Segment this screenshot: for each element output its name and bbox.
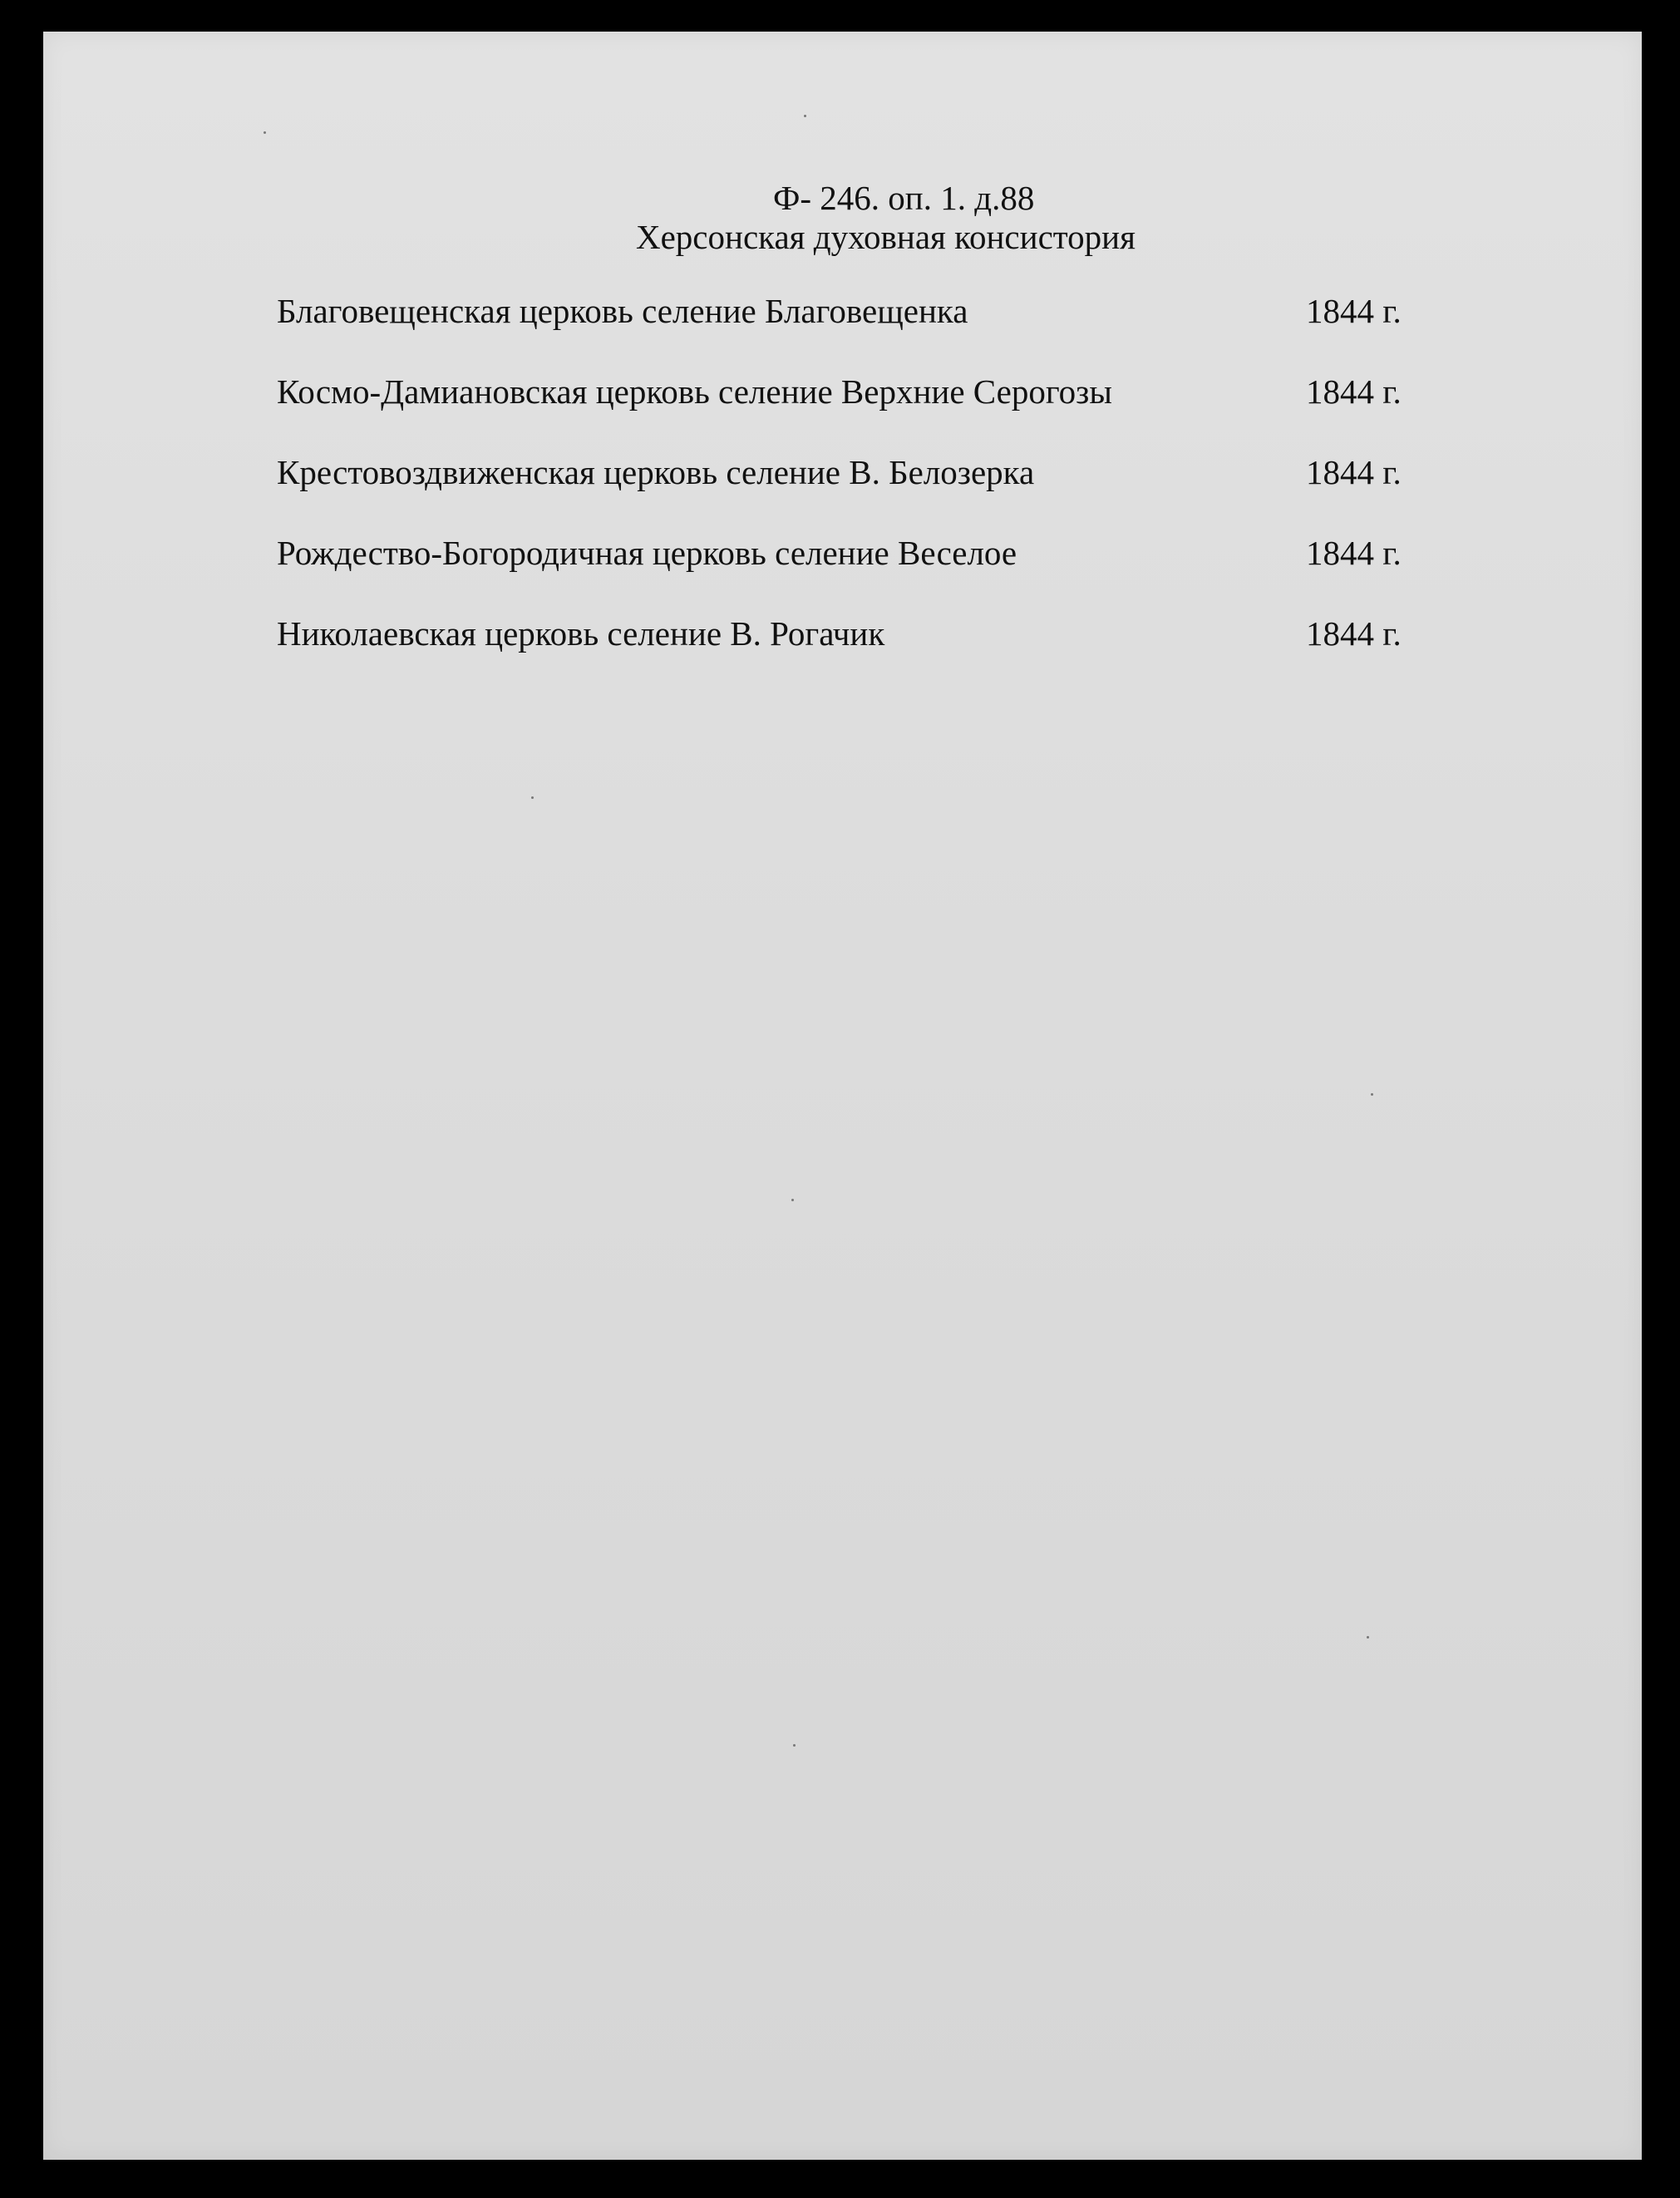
paper-speck — [793, 1744, 796, 1747]
archive-reference: Ф- 246. оп. 1. д.88 — [773, 179, 1035, 217]
paper-sheet — [43, 32, 1642, 2160]
institution-title: Херсонская духовная консистория — [636, 218, 1136, 256]
paper-speck — [264, 131, 266, 134]
record-year: 1844 г. — [1306, 453, 1402, 491]
church-name: Космо-Дамиановская церковь селение Верхние Серогозы — [277, 372, 1112, 411]
list-item — [277, 533, 1424, 574]
paper-speck — [1367, 1636, 1369, 1639]
record-year: 1844 г. — [1306, 372, 1402, 411]
list-item — [277, 614, 1424, 655]
record-year: 1844 г. — [1306, 292, 1402, 330]
paper-speck — [804, 115, 806, 117]
church-name: Благовещенская церковь селение Благовещенка — [277, 292, 968, 330]
paper-speck — [531, 796, 534, 799]
paper-speck — [791, 1199, 794, 1201]
record-year: 1844 г. — [1306, 614, 1402, 653]
list-item — [277, 372, 1424, 413]
paper-speck — [1371, 1093, 1373, 1096]
church-name: Николаевская церковь селение В. Рогачик — [277, 614, 885, 653]
church-name: Крестовоздвиженская церковь селение В. Белозерка — [277, 453, 1035, 491]
church-name: Рождество-Богородичная церковь селение Веселое — [277, 534, 1017, 572]
list-item — [277, 291, 1424, 333]
list-item — [277, 452, 1424, 494]
record-year: 1844 г. — [1306, 534, 1402, 572]
